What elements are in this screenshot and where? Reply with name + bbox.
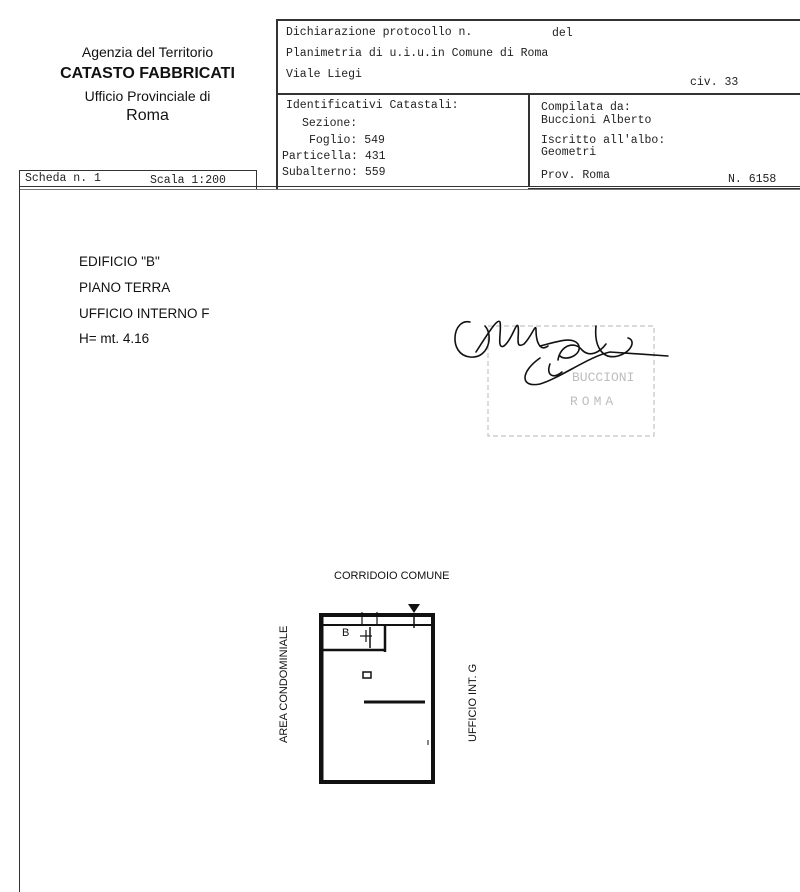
subalterno-field: Subalterno: 559	[282, 166, 386, 179]
catasto-title: CATASTO FABBRICATI	[60, 65, 235, 82]
room-outline	[321, 615, 433, 782]
identificativi-title: Identificativi Catastali:	[286, 99, 459, 112]
pillar-icon	[363, 672, 371, 678]
city-name: Roma	[126, 107, 169, 124]
sezione-field: Sezione:	[302, 117, 358, 130]
civico: civ. 33	[690, 76, 739, 89]
compilatore-name: Buccioni Alberto	[541, 114, 652, 127]
dichiarazione-label: Dichiarazione protocollo n.	[286, 26, 473, 39]
ufficio-note: UFFICIO INTERNO F	[79, 306, 210, 321]
stamp-city: ROMA	[570, 394, 618, 409]
area-condominiale-label: AREA CONDOMINIALE	[278, 625, 290, 743]
ufficio-g-label: UFFICIO INT. G	[467, 663, 479, 742]
scheda-number: Scheda n. 1	[25, 172, 101, 185]
albo-value: Geometri	[541, 146, 597, 159]
agency-name: Agenzia del Territorio	[81, 44, 214, 60]
bagno-label: B	[342, 627, 350, 639]
foglio-field: Foglio: 549	[309, 134, 385, 147]
compilata-label: Compilata da:	[541, 101, 631, 114]
scala: Scala 1:200	[150, 174, 226, 187]
albo-number: N. 6158	[728, 173, 777, 186]
stamp-name: BUCCIONI	[572, 370, 635, 385]
piano-note: PIANO TERRA	[79, 280, 171, 295]
corridoio-label: CORRIDOIO COMUNE	[334, 570, 450, 582]
del-label: del	[552, 27, 573, 40]
edificio-note: EDIFICIO "B"	[79, 254, 160, 269]
planimetria-label: Planimetria di u.i.u.in Comune di Roma	[286, 47, 549, 60]
particella-field: Particella: 431	[282, 150, 386, 163]
ufficio-provinciale: Ufficio Provinciale di	[84, 88, 211, 104]
address: Viale Liegi	[286, 68, 362, 81]
altezza-note: H= mt. 4.16	[79, 331, 150, 346]
provincia: Prov. Roma	[541, 169, 611, 182]
iscritto-label: Iscritto all'albo:	[541, 134, 666, 147]
